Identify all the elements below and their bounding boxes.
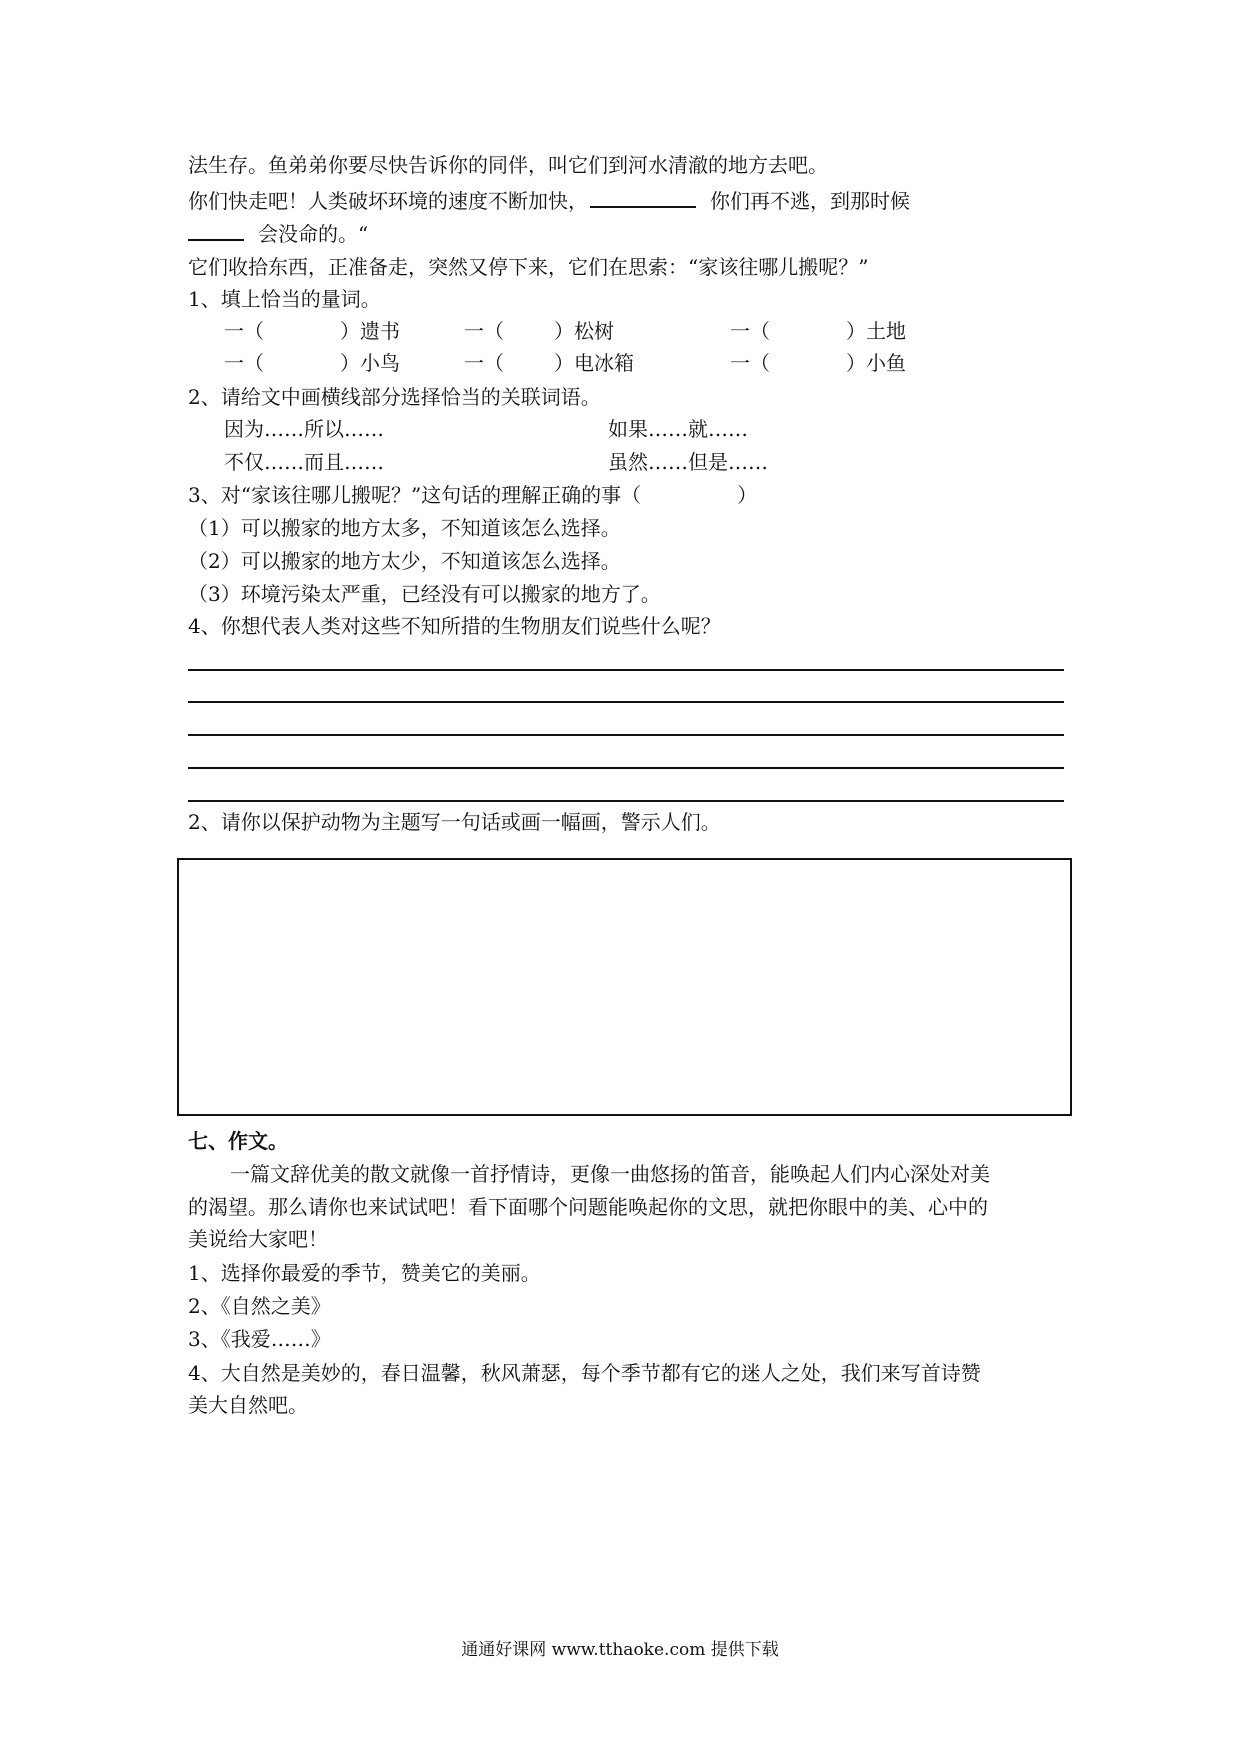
q1-item (730, 349, 906, 377)
essay-intro-line: 美说给大家吧！ (188, 1227, 328, 1251)
answer-line[interactable] (188, 669, 1064, 671)
q1-item-suffix: ）遗书 (340, 319, 400, 343)
q3-title (188, 481, 757, 509)
q1-item-prefix: 一（ (464, 351, 504, 375)
q1-item-suffix: ）电冰箱 (554, 351, 634, 375)
q3-choice: （3）环境污染太严重，已经没有可以搬家的地方了。 (188, 582, 661, 606)
q2-option[interactable]: 不仅……而且…… (224, 450, 384, 474)
q1-item-prefix: 一（ (730, 319, 770, 343)
q1-item-prefix: 一（ (730, 351, 770, 375)
q1-item (730, 317, 906, 345)
passage-line-2 (188, 186, 910, 215)
passage-line-3 (188, 219, 368, 248)
page-footer: 通通好课网 www.tthaoke.com 提供下载 (461, 1640, 779, 1660)
q2-option[interactable]: 虽然……但是…… (608, 450, 768, 474)
passage-line-2-text-b: 你们再不逃，到那时候 (710, 189, 910, 213)
passage-line-3-text: 会没命的。“ (258, 222, 369, 246)
q1-item-suffix: ）小鱼 (846, 351, 906, 375)
essay-topic: 2、《自然之美》 (188, 1294, 331, 1318)
essay-topic: 美大自然吧。 (188, 1393, 308, 1417)
passage-line-2-text: 你们快走吧！人类破坏环境的速度不断加快， (188, 189, 588, 213)
essay-topic: 1、选择你最爱的季节，赞美它的美丽。 (188, 1261, 541, 1285)
q1-item (224, 317, 400, 345)
passage-line-4: 它们收拾东西，正准备走，突然又停下来，它们在思索：“家该往哪儿搬呢？” (188, 255, 869, 279)
q1-item (224, 349, 400, 377)
essay-heading: 七、作文。 (188, 1129, 288, 1153)
essay-topic: 4、大自然是美妙的，春日温馨，秋风萧瑟，每个季节都有它的迷人之处，我们来写首诗赞 (188, 1361, 981, 1385)
q4-title: 4、你想代表人类对这些不知所措的生物朋友们说些什么呢？ (188, 614, 721, 638)
answer-line[interactable] (188, 701, 1064, 703)
q3-title-close: ） (737, 483, 758, 507)
fill-blank-1[interactable] (590, 186, 696, 208)
q5-title: 2、请你以保护动物为主题写一句话或画一幅画，警示人们。 (188, 810, 721, 834)
q1-item-suffix: ）松树 (554, 319, 614, 343)
answer-line[interactable] (188, 767, 1064, 769)
q3-choice: （1）可以搬家的地方太多，不知道该怎么选择。 (188, 516, 621, 540)
essay-topic: 3、《我爱……》 (188, 1327, 331, 1351)
q2-option[interactable]: 如果……就…… (608, 417, 748, 441)
q1-item-prefix: 一（ (224, 319, 264, 343)
essay-intro-line: 一篇文辞优美的散文就像一首抒情诗，更像一曲悠扬的笛音，能唤起人们内心深处对美 (230, 1162, 990, 1186)
q1-item-prefix: 一（ (464, 319, 504, 343)
q1-item-suffix: ）土地 (846, 319, 906, 343)
q3-title-text: 3、对“家该往哪儿搬呢？”这句话的理解正确的事（ (188, 483, 642, 507)
q1-item-prefix: 一（ (224, 351, 264, 375)
q1-item (464, 349, 634, 377)
q3-choice: （2）可以搬家的地方太少，不知道该怎么选择。 (188, 549, 621, 573)
q2-option[interactable]: 因为……所以…… (224, 417, 384, 441)
q2-title: 2、请给文中画横线部分选择恰当的关联词语。 (188, 385, 601, 409)
drawing-box[interactable] (177, 858, 1072, 1116)
answer-line[interactable] (188, 734, 1064, 736)
q1-title: 1、填上恰当的量词。 (188, 287, 381, 311)
passage-line-1: 法生存。鱼弟弟你要尽快告诉你的同伴，叫它们到河水清澈的地方去吧。 (188, 153, 828, 177)
q1-item-suffix: ）小鸟 (340, 351, 400, 375)
fill-blank-2[interactable] (188, 219, 244, 241)
q1-item (464, 317, 614, 345)
answer-line[interactable] (188, 800, 1064, 802)
essay-intro-line: 的渴望。那么请你也来试试吧！看下面哪个问题能唤起你的文思，就把你眼中的美、心中的 (188, 1195, 988, 1219)
